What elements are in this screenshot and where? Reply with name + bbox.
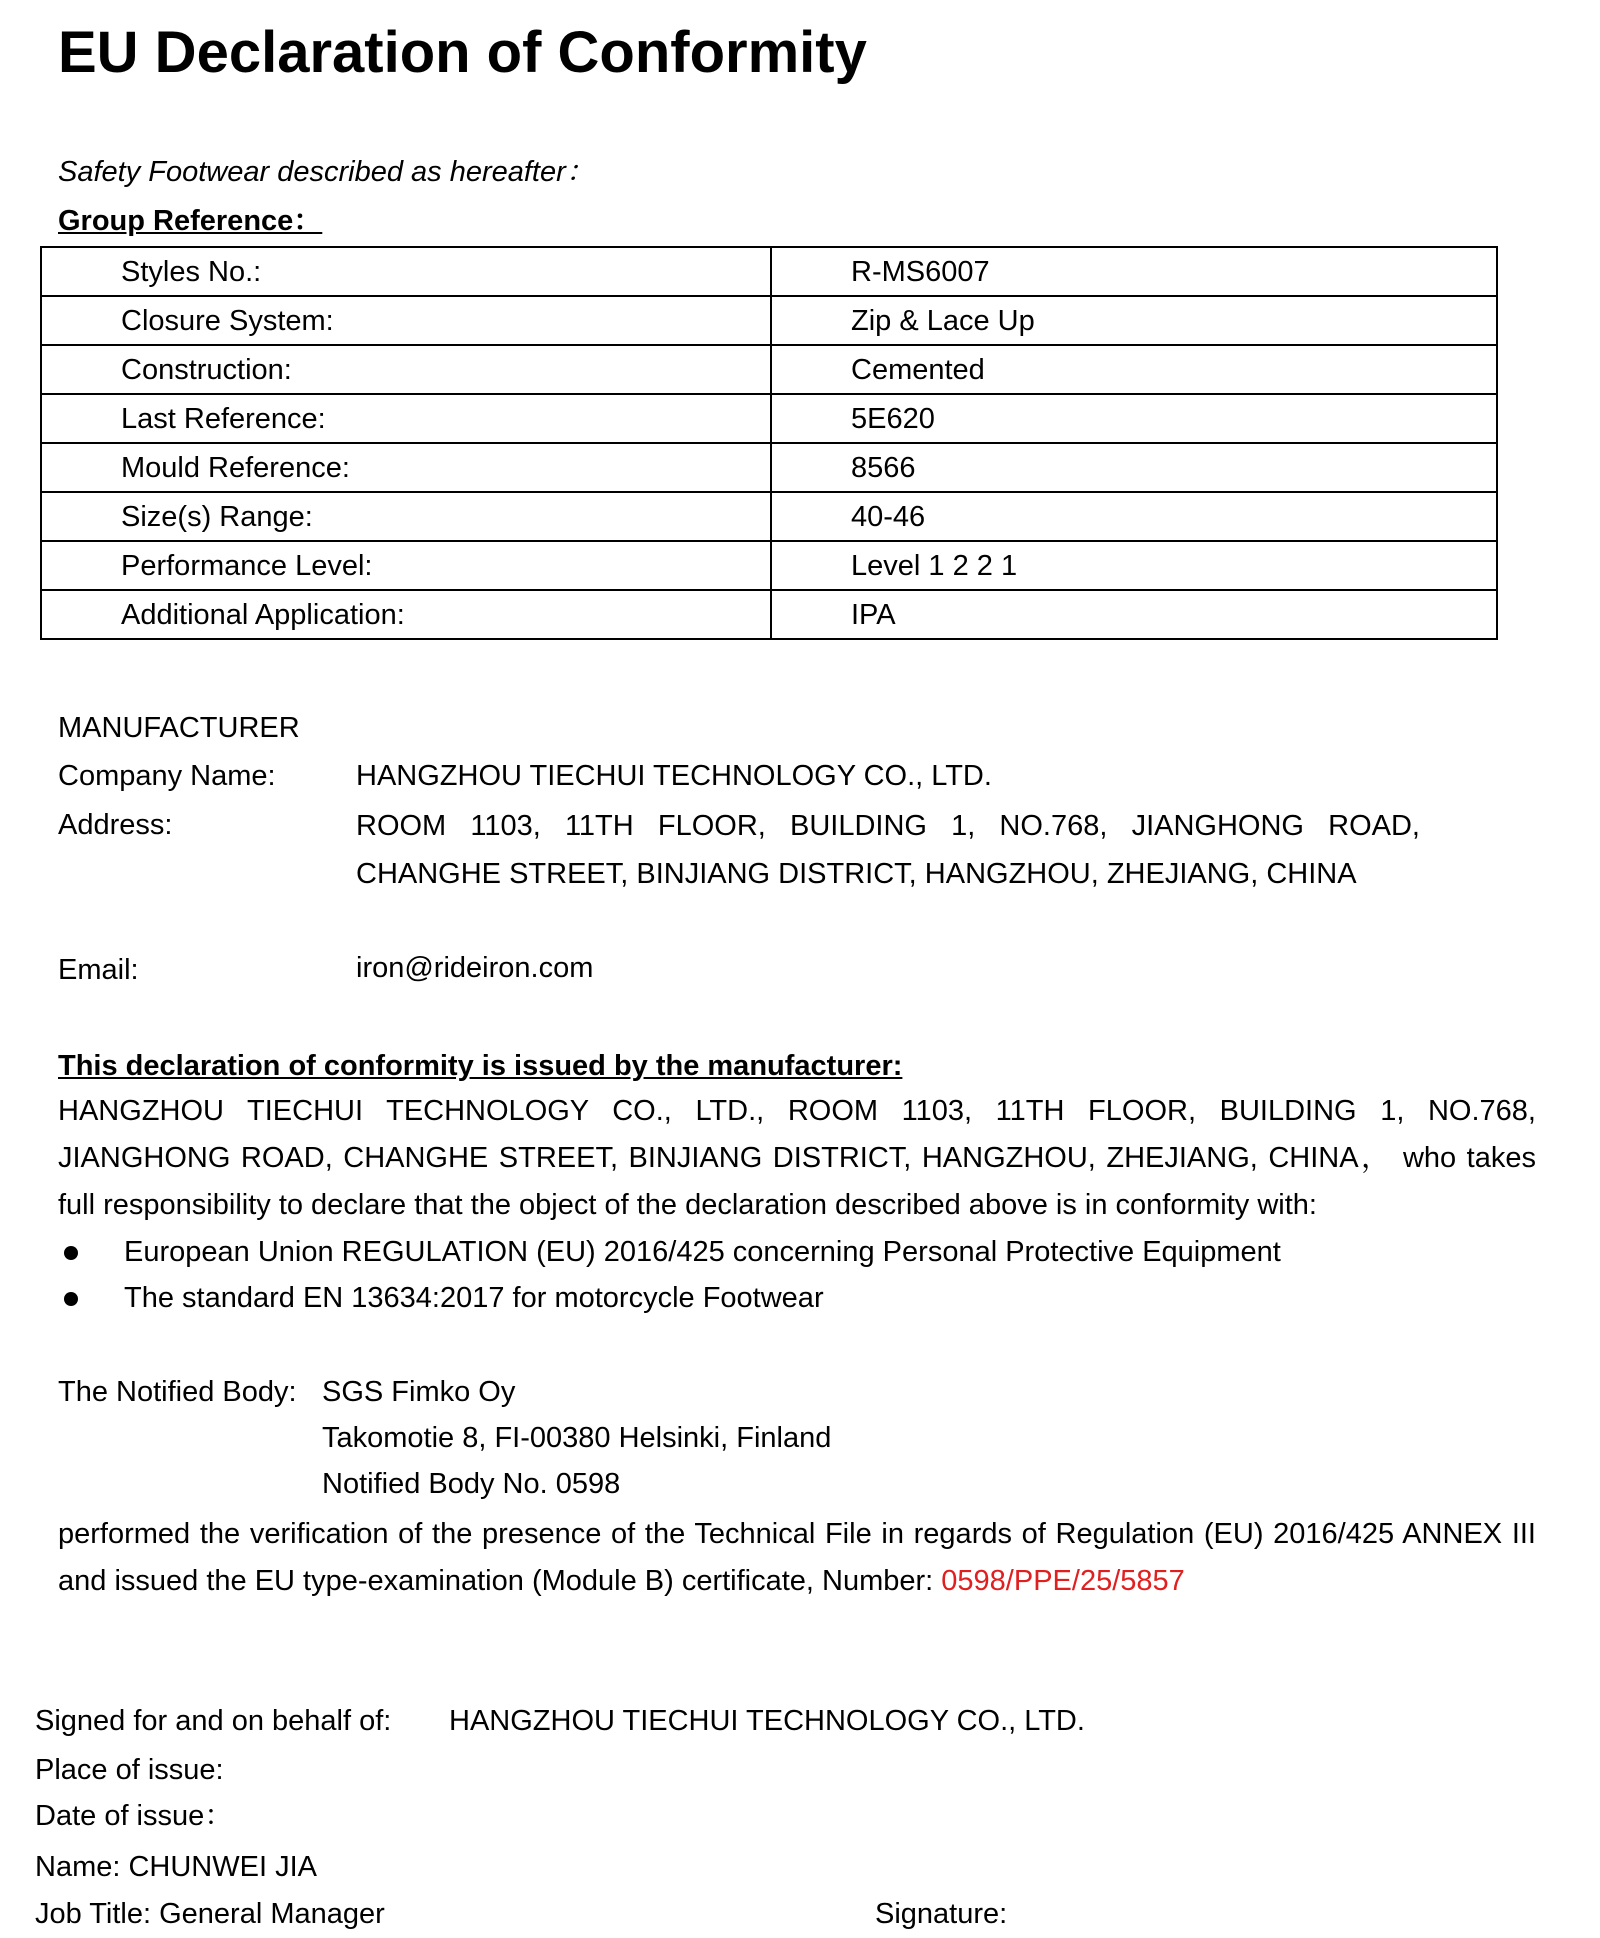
address-value: ROOM 1103, 11TH FLOOR, BUILDING 1, NO.768, JIANGHONG ROAD, CHANGHE STREET, BINJIANG DISTRICT, HANGZHOU, ZHEJIANG, CHINA	[356, 810, 1420, 890]
certificate-number: 0598/PPE/25/5857	[941, 1565, 1185, 1597]
table-row	[41, 590, 1497, 639]
email-label: Email:	[58, 954, 139, 986]
address-label: Address:	[58, 809, 173, 841]
table-row	[41, 296, 1497, 345]
signature-label: Signature:	[875, 1898, 1008, 1930]
group-reference-table	[40, 246, 1498, 640]
intro-text: Safety Footwear described as hereafter：	[58, 156, 595, 188]
signed-for-value: HANGZHOU TIECHUI TECHNOLOGY CO., LTD.	[449, 1705, 1085, 1737]
conformity-bullet: The standard EN 13634:2017 for motorcycle Footwear	[124, 1282, 824, 1314]
spec-value: Zip & Lace Up	[771, 296, 1497, 345]
spec-label: Additional Application:	[41, 590, 771, 639]
company-name-label: Company Name:	[58, 760, 276, 792]
spec-label: Size(s) Range:	[41, 492, 771, 541]
signatory-job-title: Job Title: General Manager	[35, 1898, 385, 1930]
notified-body-number: Notified Body No. 0598	[322, 1468, 621, 1500]
manufacturer-heading: MANUFACTURER	[58, 712, 300, 744]
spec-label: Last Reference:	[41, 394, 771, 443]
table-row	[41, 492, 1497, 541]
company-name-value: HANGZHOU TIECHUI TECHNOLOGY CO., LTD.	[356, 760, 992, 792]
declaration-text: HANGZHOU TIECHUI TECHNOLOGY CO., LTD., ROOM 1103, 11TH FLOOR, BUILDING 1, NO.768, JIANGHONG ROAD, CHANGHE STREET, BINJIANG DISTRICT, HANGZHOU, ZHEJIANG, CHINA， who takes full responsibility to declare that the object of the declaration described above is in conformity with:	[58, 1095, 1536, 1221]
table-row	[41, 247, 1497, 296]
spec-value: Cemented	[771, 345, 1497, 394]
place-of-issue-label: Place of issue:	[35, 1754, 224, 1786]
group-reference-heading: Group Reference：	[58, 205, 323, 237]
table-row	[41, 345, 1497, 394]
declaration-heading: This declaration of conformity is issued by the manufacturer:	[58, 1050, 903, 1082]
signatory-name: Name: CHUNWEI JIA	[35, 1851, 317, 1883]
document-title: EU Declaration of Conformity	[58, 20, 867, 85]
spec-value: IPA	[771, 590, 1497, 639]
table-row	[41, 394, 1497, 443]
notified-body-label: The Notified Body:	[58, 1376, 297, 1408]
spec-value: R-MS6007	[771, 247, 1497, 296]
bullet-icon	[64, 1292, 78, 1306]
spec-label: Styles No.:	[41, 247, 771, 296]
spec-label: Closure System:	[41, 296, 771, 345]
email-value: iron@rideiron.com	[356, 952, 594, 984]
date-of-issue-label: Date of issue：	[35, 1800, 234, 1832]
notified-body-address: Takomotie 8, FI-00380 Helsinki, Finland	[322, 1422, 832, 1454]
conformity-bullet: European Union REGULATION (EU) 2016/425 concerning Personal Protective Equipment	[124, 1236, 1281, 1268]
spec-value: Level 1 2 2 1	[771, 541, 1497, 590]
spec-value: 40-46	[771, 492, 1497, 541]
table-row	[41, 541, 1497, 590]
signed-for-label: Signed for and on behalf of:	[35, 1705, 392, 1737]
bullet-icon	[64, 1246, 78, 1260]
table-row	[41, 443, 1497, 492]
spec-label: Construction:	[41, 345, 771, 394]
spec-label: Mould Reference:	[41, 443, 771, 492]
spec-value: 5E620	[771, 394, 1497, 443]
notified-body-name: SGS Fimko Oy	[322, 1376, 516, 1408]
verification-sentence: performed the verification of the presence of the Technical File in regards of Regulation (EU) 2016/425 ANNEX III and issued the EU type-examination (Module B) certificate, Number:	[58, 1518, 1536, 1597]
spec-value: 8566	[771, 443, 1497, 492]
spec-label: Performance Level:	[41, 541, 771, 590]
verification-text	[58, 1511, 1536, 1605]
